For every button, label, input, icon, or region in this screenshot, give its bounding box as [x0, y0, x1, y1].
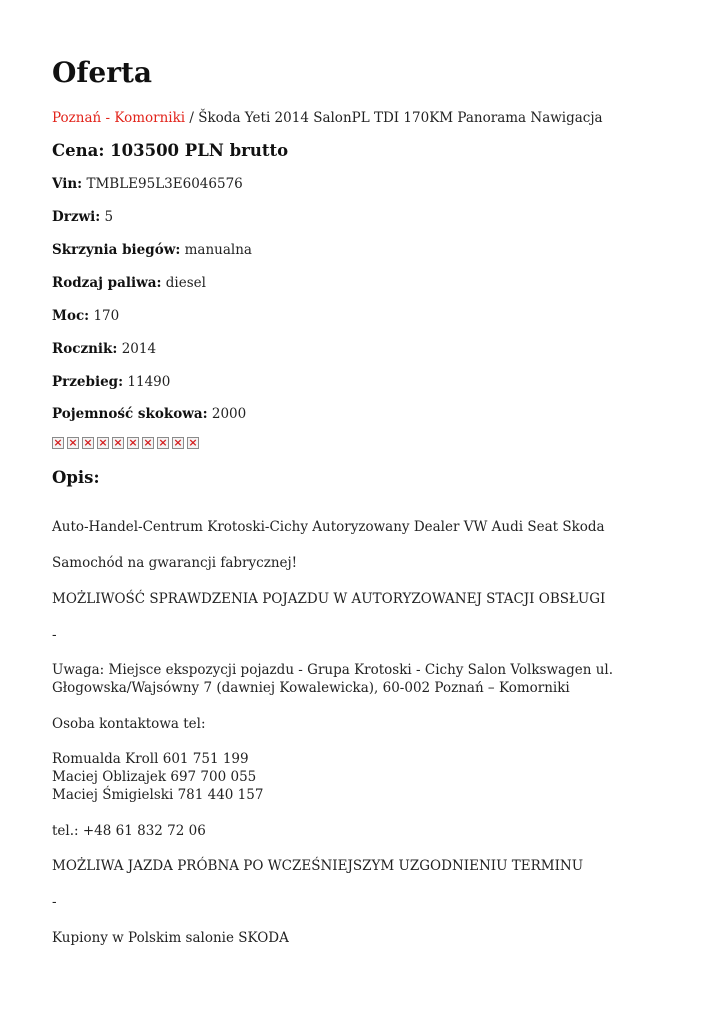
- spec-year: [52, 340, 156, 358]
- spec-value: 170: [93, 308, 120, 324]
- broken-image-icon[interactable]: [172, 437, 184, 449]
- breadcrumb-separator: /: [185, 110, 199, 126]
- description-paragraph: Samochód na gwarancji fabrycznej!: [52, 555, 298, 571]
- description-paragraph: Osoba kontaktowa tel:: [52, 716, 206, 732]
- spec-mileage: [52, 373, 170, 391]
- description-heading: Opis:: [52, 468, 100, 487]
- spec-fuel: [52, 274, 206, 292]
- spec-label: Moc:: [52, 308, 90, 324]
- spec-label: Rocznik:: [52, 341, 118, 357]
- broken-image-icon[interactable]: [127, 437, 139, 449]
- contact-line: Maciej Oblizajek 697 700 055: [52, 769, 257, 785]
- contact-line: Romualda Kroll 601 751 199: [52, 751, 249, 767]
- spec-value: manualna: [184, 242, 252, 258]
- description-paragraph: Głogowska/Wajsówny 7 (dawniej Kowalewicka), 60-002 Poznań – Komorniki: [52, 680, 570, 696]
- spec-value: 5: [104, 209, 114, 225]
- spec-vin: [52, 175, 243, 193]
- description-paragraph: Uwaga: Miejsce ekspozycji pojazdu - Grupa Krotoski - Cichy Salon Volkswagen ul.: [52, 662, 613, 678]
- spec-label: Pojemność skokowa:: [52, 406, 208, 422]
- breadcrumb: [52, 109, 603, 127]
- broken-image-icon[interactable]: [52, 437, 64, 449]
- broken-image-icon[interactable]: [97, 437, 109, 449]
- broken-image-icon[interactable]: [112, 437, 124, 449]
- price-heading: Cena: 103500 PLN brutto: [52, 141, 289, 160]
- phone-line: tel.: +48 61 832 72 06: [52, 823, 206, 839]
- photo-gallery: [52, 437, 199, 449]
- breadcrumb-location-link[interactable]: Poznań - Komorniki: [52, 110, 186, 126]
- spec-power: [52, 307, 119, 325]
- spec-value: 11490: [127, 374, 171, 390]
- description-paragraph: Kupiony w Polskim salonie SKODA: [52, 930, 289, 946]
- broken-image-icon[interactable]: [82, 437, 94, 449]
- broken-image-icon[interactable]: [187, 437, 199, 449]
- description-separator: -: [52, 894, 57, 910]
- contact-line: Maciej Śmigielski 781 440 157: [52, 787, 264, 803]
- description-paragraph: MOŻLIWA JAZDA PRÓBNA PO WCZEŚNIEJSZYM UZGODNIENIU TERMINU: [52, 858, 584, 874]
- page-title: Oferta: [52, 56, 153, 89]
- description-separator: -: [52, 627, 57, 643]
- spec-value: 2014: [121, 341, 157, 357]
- spec-label: Rodzaj paliwa:: [52, 275, 162, 291]
- description-paragraph: Auto-Handel-Centrum Krotoski-Cichy Autoryzowany Dealer VW Audi Seat Skoda: [52, 519, 605, 535]
- broken-image-icon[interactable]: [67, 437, 79, 449]
- spec-label: Drzwi:: [52, 209, 101, 225]
- broken-image-icon[interactable]: [157, 437, 169, 449]
- spec-doors: [52, 208, 113, 226]
- spec-label: Vin:: [52, 176, 83, 192]
- spec-value: TMBLE95L3E6046576: [86, 176, 243, 192]
- spec-value: 2000: [211, 406, 247, 422]
- spec-gearbox: [52, 241, 252, 259]
- spec-value: diesel: [165, 275, 206, 291]
- spec-label: Przebieg:: [52, 374, 124, 390]
- spec-engine-capacity: [52, 405, 246, 423]
- description-paragraph: MOŻLIWOŚĆ SPRAWDZENIA POJAZDU W AUTORYZOWANEJ STACJI OBSŁUGI: [52, 591, 606, 607]
- spec-label: Skrzynia biegów:: [52, 242, 181, 258]
- broken-image-icon[interactable]: [142, 437, 154, 449]
- breadcrumb-current: Škoda Yeti 2014 SalonPL TDI 170KM Panorama Nawigacja: [198, 110, 603, 126]
